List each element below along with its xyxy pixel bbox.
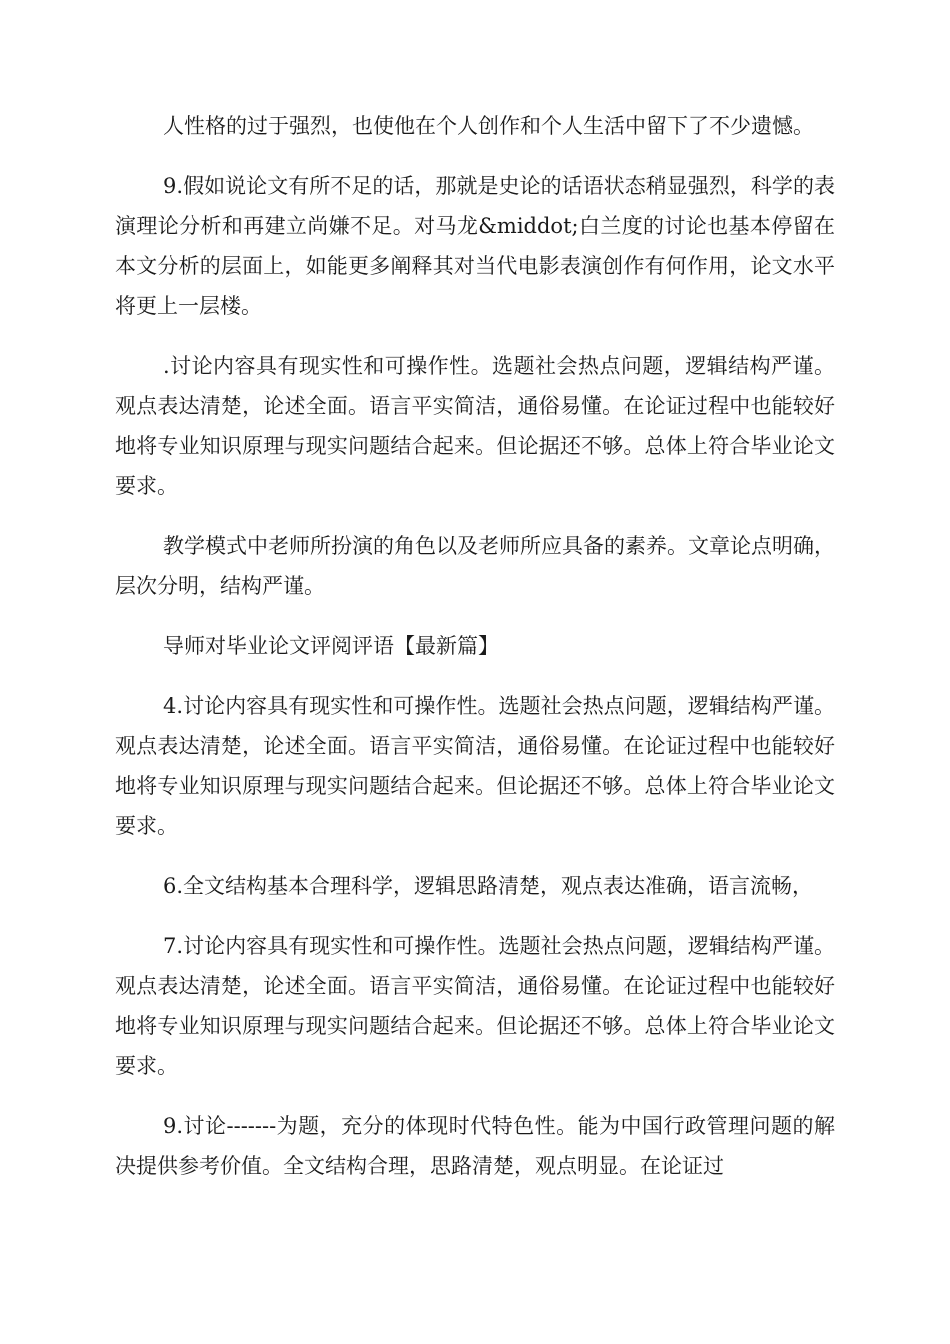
paragraph-comment-4: 4.讨论内容具有现实性和可操作性。选题社会热点问题，逻辑结构严谨。观点表达清楚，论述全面。语言平实简洁，通俗易懂。在论证过程中也能较好地将专业知识原理与现实问题结合起来。但论据还不够。总体上符合毕业论文要求。 bbox=[115, 694, 835, 838]
paragraph-comment-unnumbered: .讨论内容具有现实性和可操作性。选题社会热点问题，逻辑结构严谨。观点表达清楚，论述全面。语言平实简洁，通俗易懂。在论证过程中也能较好地将专业知识原理与现实问题结合起来。但论据还不够。总体上符合毕业论文要求。 bbox=[115, 354, 835, 498]
paragraph-comment-6: 6.全文结构基本合理科学，逻辑思路清楚，观点表达准确，语言流畅， bbox=[163, 874, 814, 898]
document-body bbox=[115, 106, 835, 1206]
paragraph-comment-9b: 9.讨论-------为题，充分的体现时代特色性。能为中国行政管理问题的解决提供参考价值。全文结构合理，思路清楚，观点明显。在论证过 bbox=[115, 1114, 835, 1178]
paragraph-comment-9a: 9.假如说论文有所不足的话，那就是史论的话语状态稍显强烈，科学的表演理论分析和再建立尚嫌不足。对马龙&middot;白兰度的讨论也基本停留在本文分析的层面上，如能更多阐释其对当代电影表演创作有何作用，论文水平将更上一层楼。 bbox=[115, 174, 835, 318]
paragraph-comment-7: 7.讨论内容具有现实性和可操作性。选题社会热点问题，逻辑结构严谨。观点表达清楚，论述全面。语言平实简洁，通俗易懂。在论证过程中也能较好地将专业知识原理与现实问题结合起来。但论据还不够。总体上符合毕业论文要求。 bbox=[115, 934, 835, 1078]
paragraph-teaching-mode: 教学模式中老师所扮演的角色以及老师所应具备的素养。文章论点明确，层次分明，结构严谨。 bbox=[115, 534, 835, 598]
section-heading: 导师对毕业论文评阅评语【最新篇】 bbox=[163, 634, 499, 658]
paragraph-continuation: 人性格的过于强烈，也使他在个人创作和个人生活中留下了不少遗憾。 bbox=[163, 114, 814, 138]
